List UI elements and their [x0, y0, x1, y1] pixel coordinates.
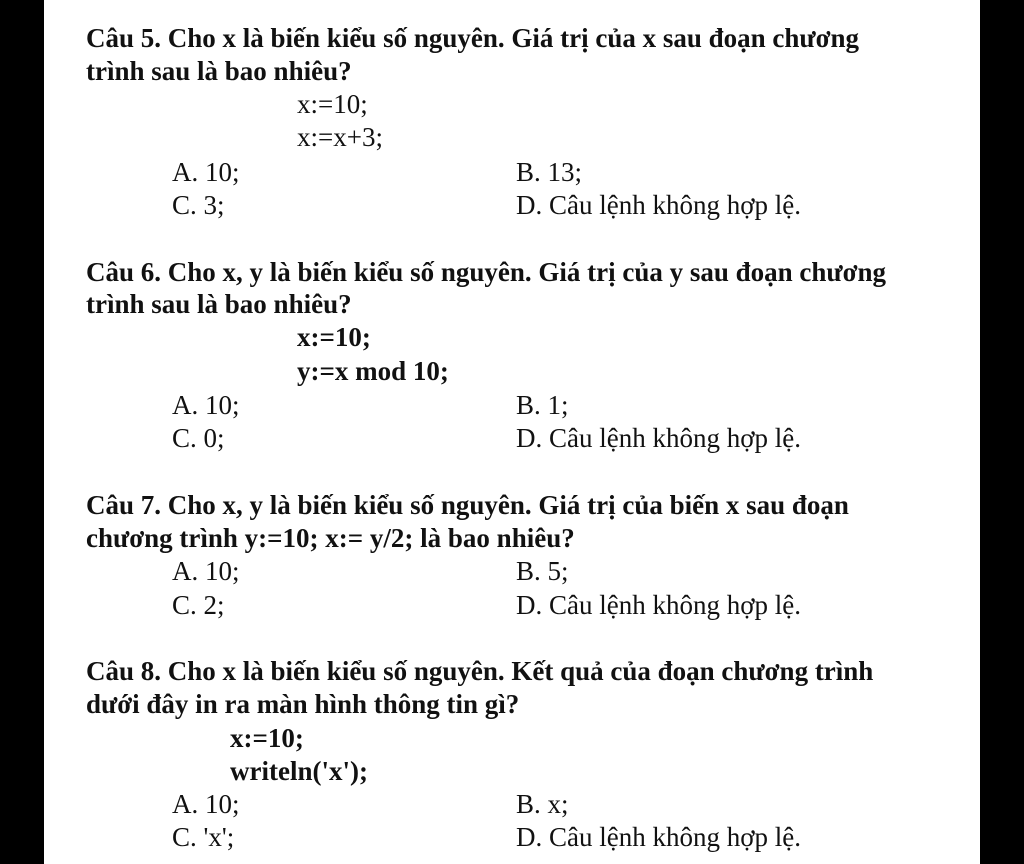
- question-7-option-a: A. 10;: [172, 556, 240, 586]
- question-8-option-c: C. 'x';: [172, 822, 235, 852]
- question-5-text-line-2: trình sau là bao nhiêu?: [86, 56, 352, 86]
- question-8-code-line-1: x:=10;: [230, 723, 304, 753]
- question-6-option-d: D. Câu lệnh không hợp lệ.: [516, 423, 801, 453]
- question-6-text-line-1: Câu 6. Cho x, y là biến kiểu số nguyên. Giá trị của y sau đoạn chương: [86, 257, 887, 287]
- question-6-text-line-2: trình sau là bao nhiêu?: [86, 289, 352, 319]
- question-8-option-a: A. 10;: [172, 789, 240, 819]
- question-8-option-b: B. x;: [516, 789, 569, 819]
- document-page: [44, 0, 980, 864]
- question-5-text-line-1: Câu 5. Cho x là biến kiểu số nguyên. Giá trị của x sau đoạn chương: [86, 23, 860, 53]
- question-7-option-c: C. 2;: [172, 590, 225, 620]
- question-6-option-a: A. 10;: [172, 390, 240, 420]
- question-8-code-line-2: writeln('x');: [230, 756, 368, 786]
- question-6-option-c: C. 0;: [172, 423, 225, 453]
- question-6-code-line-2: y:=x mod 10;: [297, 356, 449, 386]
- question-6-option-b: B. 1;: [516, 390, 569, 420]
- question-8-text-line-1: Câu 8. Cho x là biến kiểu số nguyên. Kết quả của đoạn chương trình: [86, 656, 874, 686]
- question-5-option-c: C. 3;: [172, 190, 225, 220]
- question-5-option-b: B. 13;: [516, 157, 583, 187]
- question-7-text-line-2: chương trình y:=10; x:= y/2; là bao nhiêu?: [86, 523, 575, 553]
- question-5-code-line-2: x:=x+3;: [297, 122, 383, 152]
- question-5-option-d: D. Câu lệnh không hợp lệ.: [516, 190, 801, 220]
- question-7-text-line-1: Câu 7. Cho x, y là biến kiểu số nguyên. Giá trị của biến x sau đoạn: [86, 490, 849, 520]
- question-6-code-line-1: x:=10;: [297, 322, 371, 352]
- question-8-option-d: D. Câu lệnh không hợp lệ.: [516, 822, 801, 852]
- question-5-code-line-1: x:=10;: [297, 89, 368, 119]
- question-7-option-b: B. 5;: [516, 556, 569, 586]
- question-7-option-d: D. Câu lệnh không hợp lệ.: [516, 590, 801, 620]
- question-5-option-a: A. 10;: [172, 157, 240, 187]
- question-8-text-line-2: dưới đây in ra màn hình thông tin gì?: [86, 689, 520, 719]
